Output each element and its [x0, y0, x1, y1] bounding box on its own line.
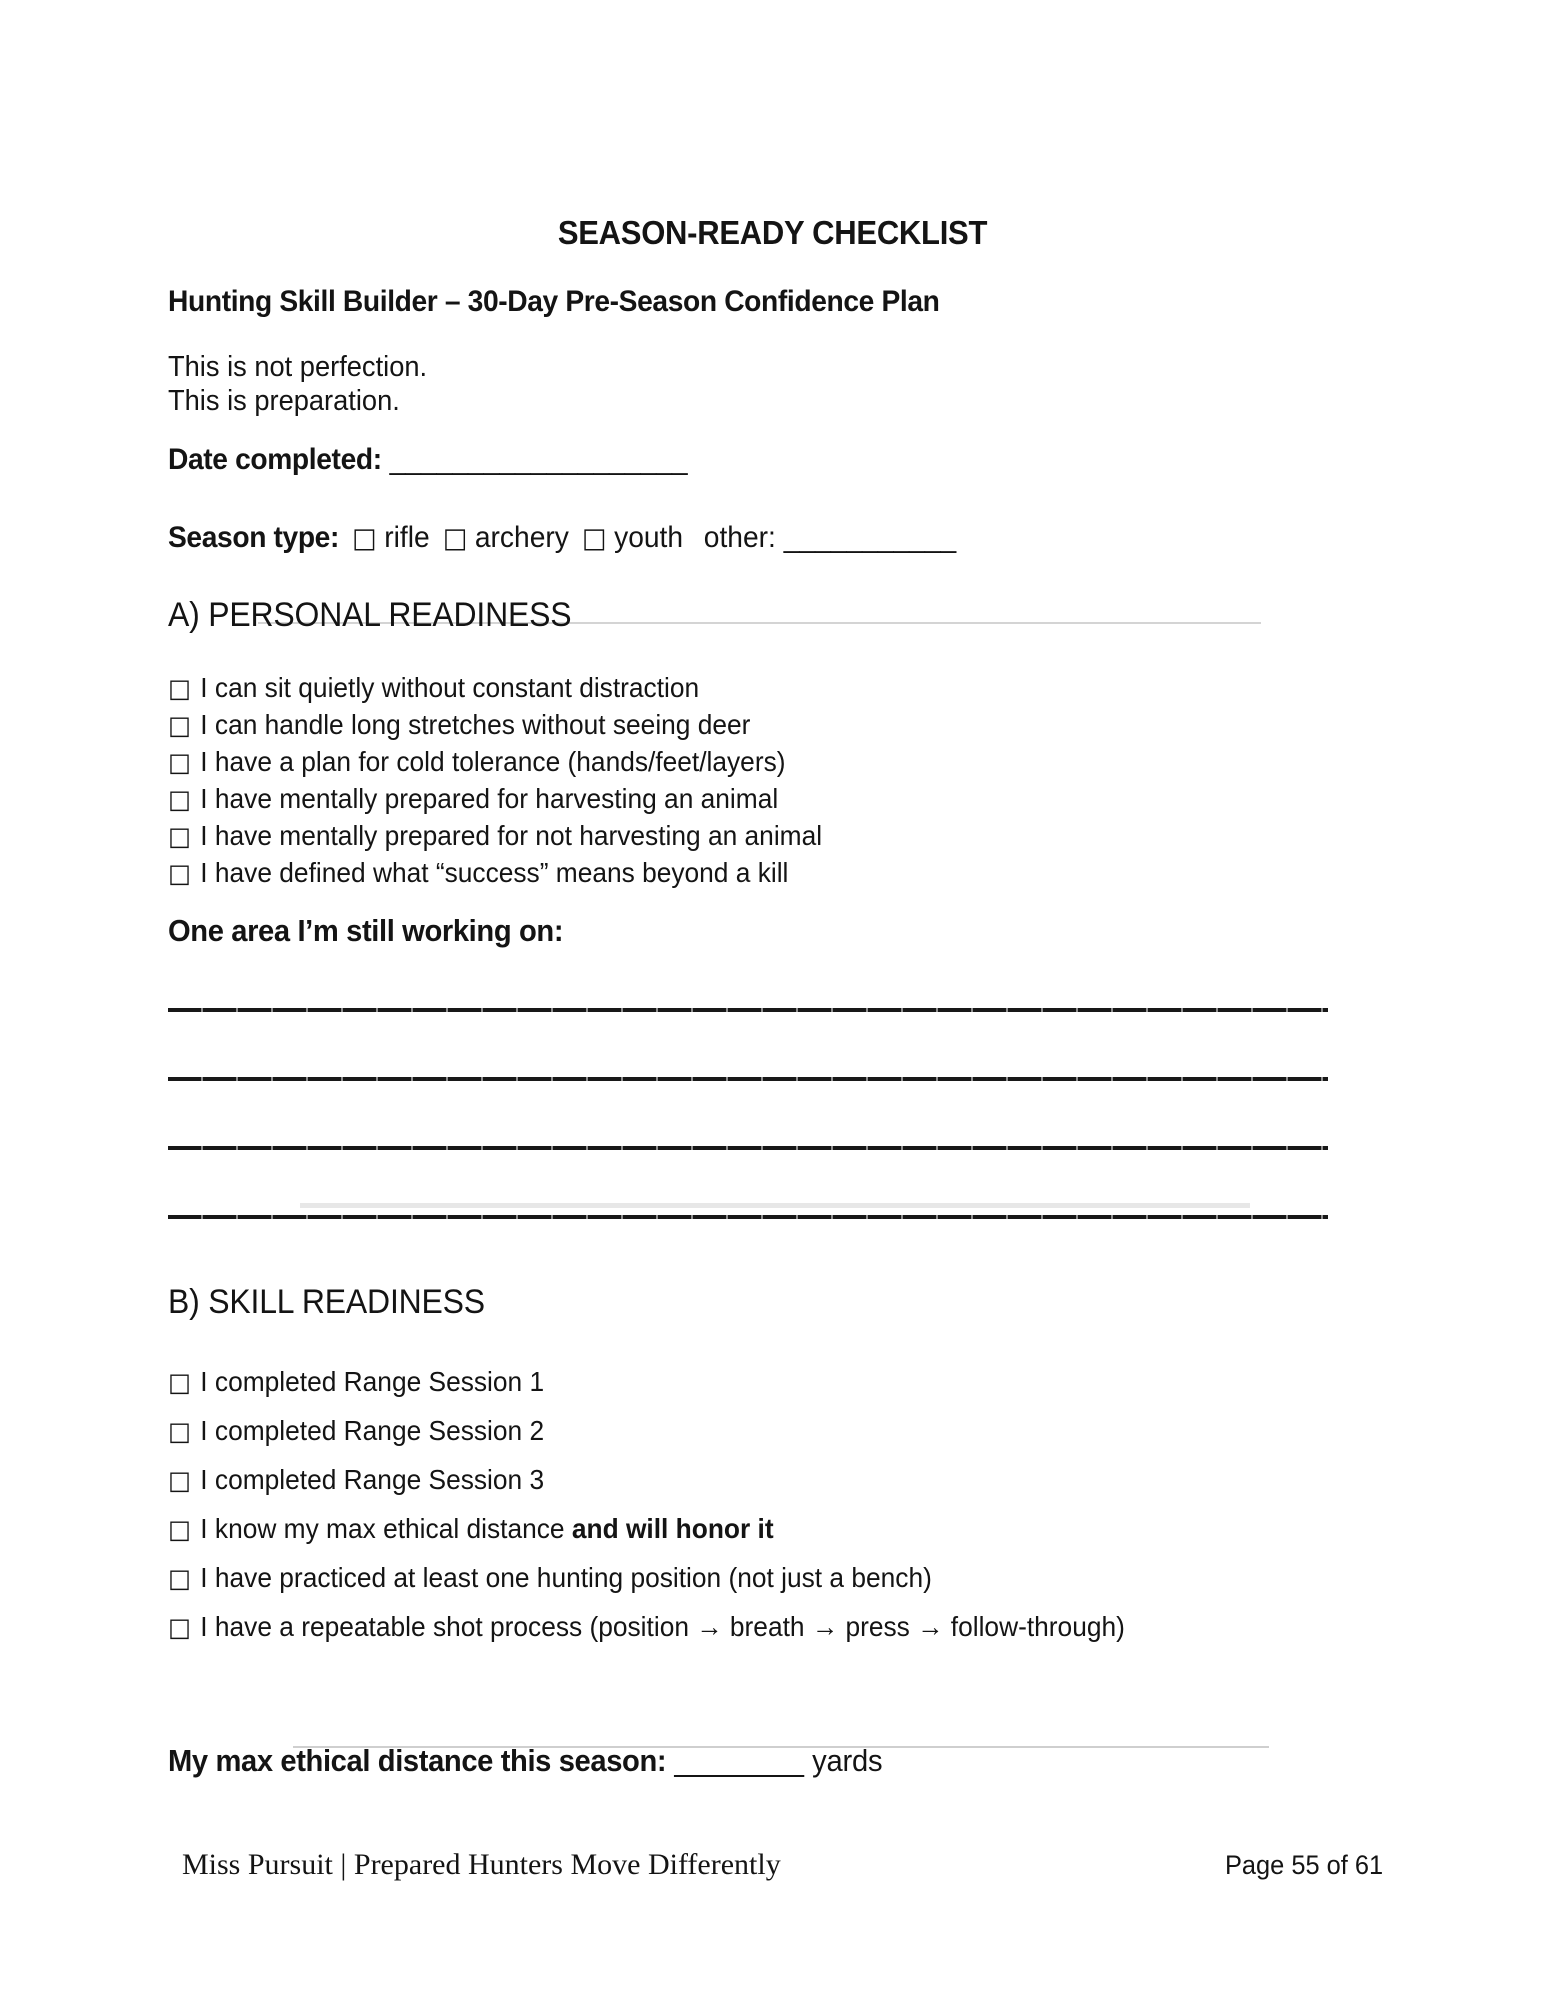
- checkbox-icon: □: [168, 1613, 191, 1643]
- max-distance-unit: yards: [812, 1743, 883, 1778]
- checkbox-icon: □: [352, 521, 377, 554]
- write-in-line: [168, 1146, 1328, 1150]
- checklist-item: [168, 1603, 1125, 1652]
- checkbox-icon: □: [582, 521, 607, 554]
- checklist-item-label: I can sit quietly without constant distraction: [200, 672, 700, 703]
- checklist-item: [168, 744, 822, 781]
- page-title-text: SEASON-READY CHECKLIST: [557, 214, 988, 251]
- section-b-items: [168, 1358, 1125, 1652]
- season-option-other-label: other:: [703, 521, 776, 554]
- write-in-line: [168, 1215, 1328, 1219]
- intro-line-2: This is preparation.: [168, 385, 400, 417]
- checkbox-icon: □: [168, 822, 191, 852]
- footer-branding: Miss Pursuit | Prepared Hunters Move Differently: [182, 1848, 781, 1881]
- date-completed-content: [168, 443, 688, 477]
- season-option: [443, 521, 569, 554]
- season-type-options: [339, 521, 683, 554]
- section-a-items: [168, 670, 822, 892]
- checkbox-icon: □: [442, 521, 468, 554]
- section-a-heading-text: A) PERSONAL READINESS: [168, 596, 572, 634]
- checklist-item: [168, 1407, 1125, 1456]
- intro-lines: [168, 350, 427, 418]
- section-b-checklist: [168, 1358, 1186, 1652]
- checklist-item-label: I can handle long stretches without seeing deer: [200, 709, 751, 740]
- season-type-label: Season type:: [168, 521, 340, 554]
- checklist-item: [168, 855, 822, 892]
- checkbox-icon: □: [168, 1417, 191, 1447]
- intro-text: [168, 350, 444, 418]
- checklist-item: [168, 1505, 1125, 1554]
- date-completed-blank: ___________________: [389, 443, 688, 476]
- season-option-label: rifle: [384, 521, 430, 554]
- checkbox-icon: □: [168, 674, 191, 704]
- checkbox-icon: □: [168, 1515, 191, 1545]
- season-option-other: [696, 521, 776, 554]
- checklist-item-label: I have mentally prepared for not harvesting an animal: [200, 820, 823, 851]
- checklist-item: [168, 781, 822, 818]
- section-b-heading: [168, 1283, 505, 1322]
- footer-page-number: [1225, 1850, 1393, 1881]
- checkbox-icon: □: [168, 1466, 191, 1496]
- page-title: [0, 214, 1545, 252]
- season-option-label: archery: [474, 521, 569, 554]
- checkbox-icon: □: [168, 1368, 191, 1398]
- season-type-field: [168, 521, 1007, 555]
- section-a-checklist: [168, 670, 864, 892]
- footer-page-number-text: Page 55 of 61: [1224, 1850, 1383, 1880]
- working-on-label: [168, 913, 588, 949]
- date-completed-field: [168, 443, 721, 477]
- season-option: [582, 521, 683, 554]
- write-in-line: [168, 1077, 1328, 1081]
- max-distance-blank: ________: [674, 1743, 804, 1778]
- checklist-item-label: I have mentally prepared for harvesting an animal: [200, 783, 779, 814]
- checklist-item-label-bold: and will honor it: [571, 1513, 774, 1544]
- date-completed-label: Date completed:: [168, 443, 382, 476]
- checklist-item: [168, 670, 822, 707]
- checkbox-icon: □: [168, 1564, 191, 1594]
- season-other-blank: ___________: [783, 521, 957, 554]
- checklist-item-label: I know my max ethical distance: [200, 1513, 572, 1544]
- checklist-item: [168, 1554, 1125, 1603]
- season-option: [352, 521, 429, 554]
- checklist-item: [168, 1456, 1125, 1505]
- checkbox-icon: □: [168, 748, 191, 778]
- checklist-item-label: I have a repeatable shot process (position → breath → press → follow-through): [200, 1611, 1125, 1642]
- checklist-item-label: I have practiced at least one hunting position (not just a bench): [200, 1562, 932, 1593]
- checkbox-icon: □: [168, 785, 191, 815]
- checklist-item-label: I have a plan for cold tolerance (hands/feet/layers): [200, 746, 786, 777]
- max-distance-content: [168, 1743, 882, 1779]
- document-subtitle: [168, 285, 989, 319]
- checklist-item-label: I completed Range Session 3: [200, 1464, 545, 1495]
- max-distance-label: My max ethical distance this season:: [168, 1743, 667, 1778]
- write-in-area: [168, 1008, 1328, 1284]
- section-b-heading-text: B) SKILL READINESS: [168, 1283, 485, 1321]
- season-type-content: [168, 521, 956, 555]
- season-option-label: youth: [614, 521, 684, 554]
- document-subtitle-text: Hunting Skill Builder – 30-Day Pre-Season Confidence Plan: [168, 285, 940, 318]
- intro-line-1: This is not perfection.: [168, 351, 428, 383]
- write-in-line: [168, 1008, 1328, 1012]
- checklist-item-label: I completed Range Session 2: [200, 1415, 545, 1446]
- checklist-item: [168, 1358, 1125, 1407]
- max-distance-field: [168, 1743, 928, 1779]
- checklist-item: [168, 818, 822, 855]
- checkbox-icon: □: [168, 711, 191, 741]
- checkbox-icon: □: [168, 859, 191, 889]
- checklist-item: [168, 707, 822, 744]
- checklist-item-label: I have defined what “success” means beyond a kill: [200, 857, 789, 888]
- checklist-item-label: I completed Range Session 1: [200, 1366, 545, 1397]
- working-on-label-text: One area I’m still working on:: [168, 913, 564, 948]
- section-a-heading: [168, 596, 597, 635]
